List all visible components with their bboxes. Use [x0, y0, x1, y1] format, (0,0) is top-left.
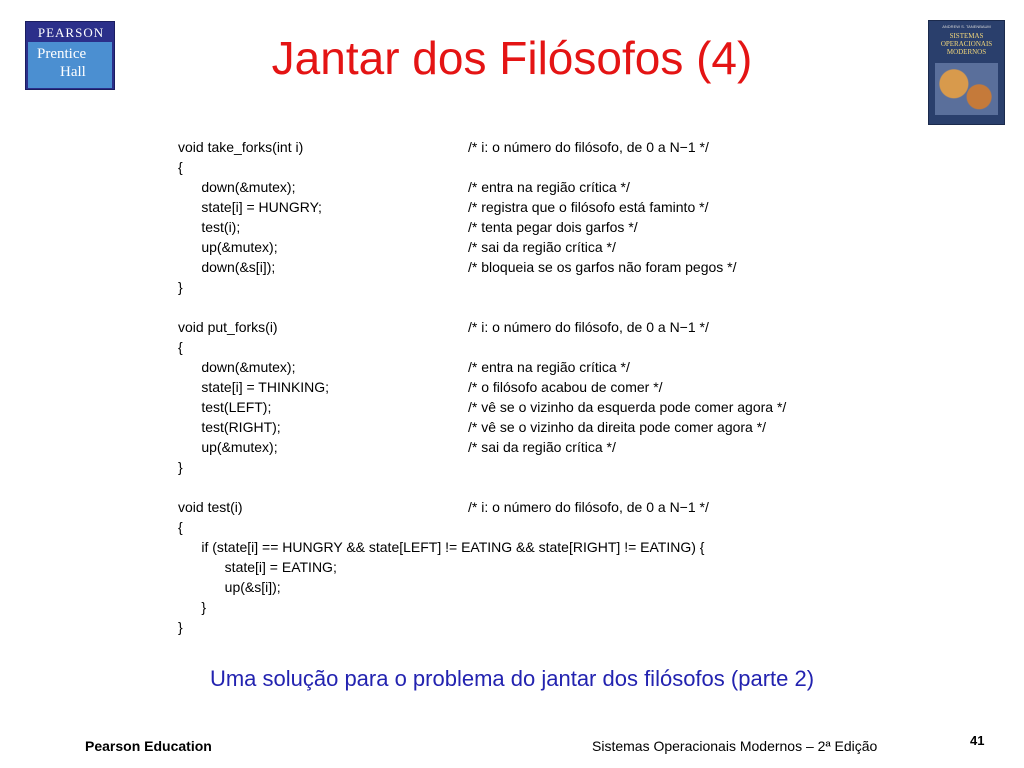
slide-title: Jantar dos Filósofos (4): [271, 32, 753, 84]
code-line: void test(i): [178, 499, 243, 515]
book-title-line: SISTEMAS: [949, 32, 984, 40]
code-line: state[i] = HUNGRY;: [178, 199, 322, 215]
code-line: up(&mutex);: [178, 239, 278, 255]
code-comment: /* sai da região crítica */: [468, 239, 616, 255]
code-comment: /* registra que o filósofo está faminto */: [468, 199, 709, 215]
code-line: state[i] = EATING;: [178, 559, 337, 575]
book-cover-art: [935, 63, 998, 115]
code-line: up(&mutex);: [178, 439, 278, 455]
code-comment: /* i: o número do filósofo, de 0 a N−1 */: [468, 499, 709, 515]
code-comment: /* vê se o vizinho da direita pode comer agora */: [468, 419, 767, 435]
book-title-line: OPERACIONAIS: [940, 40, 993, 48]
code-line: }: [178, 459, 183, 475]
code-line: up(&s[i]);: [178, 579, 281, 595]
book-cover-image: [928, 20, 1005, 125]
logo-brand: PEARSON: [37, 25, 105, 40]
code-comment: /* o filósofo acabou de comer */: [468, 379, 663, 395]
code-line: {: [178, 339, 183, 355]
code-line: }: [178, 599, 207, 615]
code-line: {: [178, 159, 183, 175]
code-line: if (state[i] == HUNGRY && state[LEFT] != EATING && state[RIGHT] != EATING) {: [178, 539, 705, 555]
code-comment: /* vê se o vizinho da esquerda pode comer agora */: [468, 399, 787, 415]
code-line: test(RIGHT);: [178, 419, 281, 435]
book-title-line: MODERNOS: [946, 48, 987, 56]
code-line: {: [178, 519, 183, 535]
logo-line-1: Prentice: [37, 46, 87, 62]
code-comment: /* i: o número do filósofo, de 0 a N−1 */: [468, 319, 709, 335]
code-line: void take_forks(int i): [178, 139, 304, 155]
footer-book-title: Sistemas Operacionais Modernos – 2ª Edição: [592, 738, 878, 754]
book-author: ANDREW S. TANENBAUM: [942, 24, 991, 29]
page-number: 41: [970, 733, 985, 748]
figure-caption: Uma solução para o problema do jantar dos filósofos (parte 2): [209, 666, 815, 691]
code-comment: /* i: o número do filósofo, de 0 a N−1 */: [468, 139, 709, 155]
code-comment: /* entra na região crítica */: [468, 359, 630, 375]
logo-line-2: Hall: [60, 64, 86, 80]
book-title: [929, 32, 1004, 56]
code-line: state[i] = THINKING;: [178, 379, 330, 395]
code-comment: /* bloqueia se os garfos não foram pegos */: [468, 259, 737, 275]
footer-publisher: Pearson Education: [85, 738, 212, 754]
code-comment: /* entra na região crítica */: [468, 179, 630, 195]
code-line: down(&s[i]);: [178, 259, 276, 275]
code-line: down(&mutex);: [178, 179, 296, 195]
code-comment: /* tenta pegar dois garfos */: [468, 219, 638, 235]
code-line: }: [178, 279, 183, 295]
code-line: void put_forks(i): [178, 319, 278, 335]
code-line: }: [178, 619, 183, 635]
code-line: test(LEFT);: [178, 399, 272, 415]
code-comment: /* sai da região crítica */: [468, 439, 616, 455]
code-line: test(i);: [178, 219, 241, 235]
code-line: down(&mutex);: [178, 359, 296, 375]
